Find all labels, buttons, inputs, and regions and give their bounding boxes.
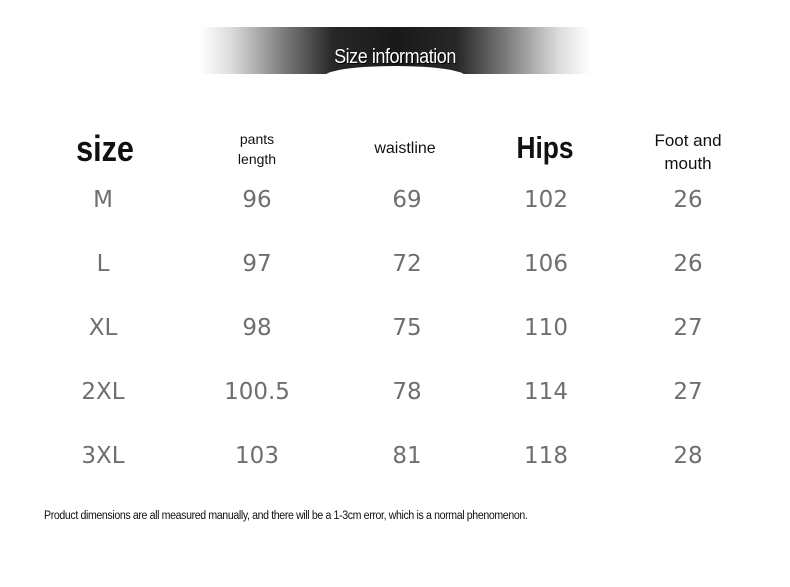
- cell-size: 2XL: [81, 379, 125, 405]
- header-size: size: [76, 128, 134, 169]
- header-waistline: waistline: [374, 140, 436, 157]
- header-foot-line2: mouth: [664, 154, 712, 173]
- cell-pants-length: 98: [242, 315, 272, 341]
- cell-foot-mouth: 27: [673, 379, 703, 405]
- cell-hips: 114: [524, 379, 568, 405]
- cell-hips: 110: [524, 315, 568, 341]
- cell-size: 3XL: [81, 443, 125, 469]
- header-pants-line2: length: [237, 151, 277, 167]
- cell-foot-mouth: 28: [673, 443, 703, 469]
- cell-hips: 102: [524, 187, 568, 213]
- cell-waistline: 78: [392, 379, 422, 405]
- header-pants-length: [212, 129, 302, 169]
- cell-waistline: 75: [392, 315, 422, 341]
- header-foot-mouth: [640, 129, 736, 175]
- cell-pants-length: 103: [235, 443, 279, 469]
- cell-waistline: 81: [392, 443, 422, 469]
- banner-title: Size information: [334, 46, 456, 68]
- cell-foot-mouth: 27: [673, 315, 703, 341]
- cell-pants-length: 97: [242, 251, 272, 277]
- cell-foot-mouth: 26: [673, 187, 703, 213]
- cell-pants-length: 96: [242, 187, 272, 213]
- header-hips: Hips: [516, 130, 574, 165]
- cell-pants-length: 100.5: [224, 379, 290, 405]
- cell-size: XL: [88, 315, 118, 341]
- cell-waistline: 69: [392, 187, 422, 213]
- cell-waistline: 72: [392, 251, 422, 277]
- cell-size: M: [93, 187, 113, 213]
- cell-hips: 118: [524, 443, 568, 469]
- header-foot-line1: Foot and: [654, 131, 722, 150]
- cell-size: L: [96, 251, 110, 277]
- header-pants-line1: pants: [239, 131, 275, 147]
- cell-hips: 106: [524, 251, 568, 277]
- cell-foot-mouth: 26: [673, 251, 703, 277]
- measurement-footnote: Product dimensions are all measured manually, and there will be a 1-3cm error, which is a normal phenomenon.: [44, 510, 528, 522]
